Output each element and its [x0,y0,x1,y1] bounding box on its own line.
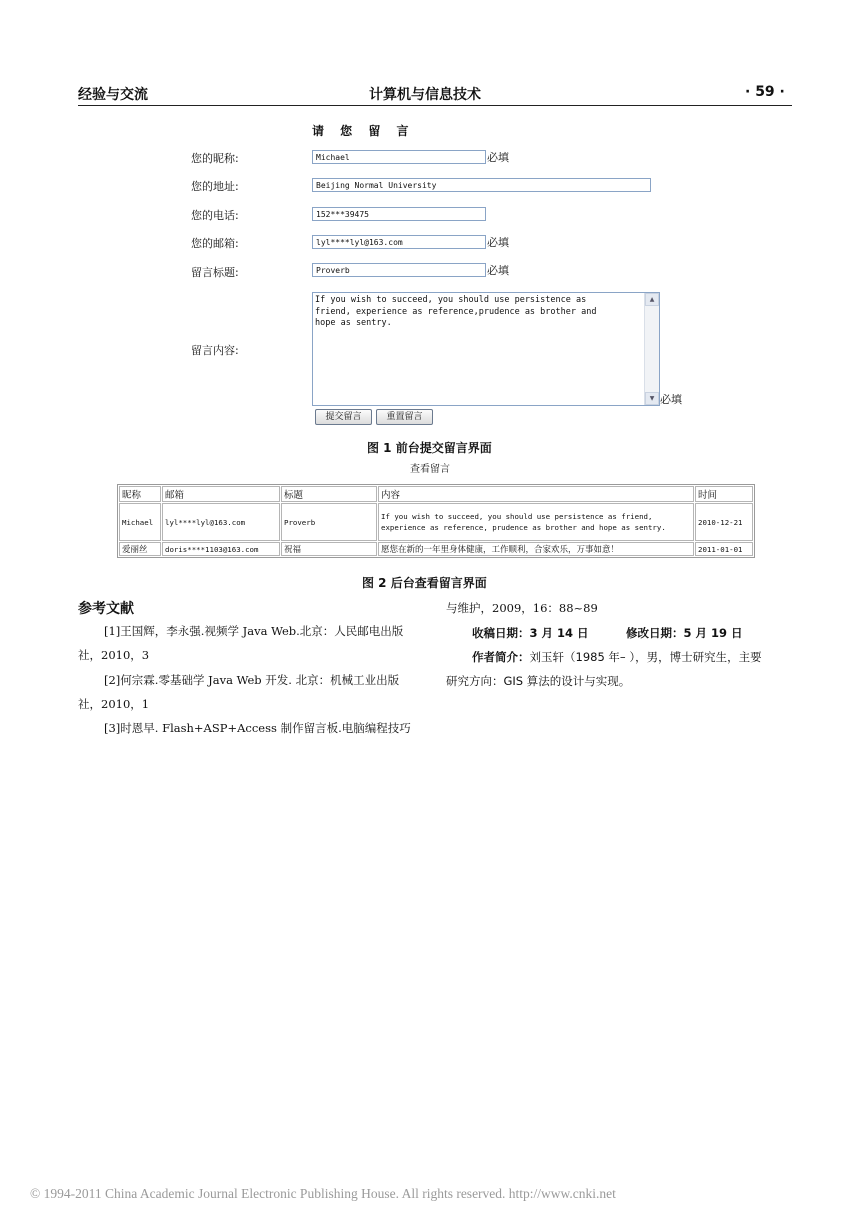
author-bio [472,649,762,665]
cell-time: 2010-12-21 [695,503,753,541]
received-date: 收稿日期：3 月 14 日 [472,626,589,640]
cell-time: 2011-01-01 [695,542,753,556]
column-email: 邮箱 [162,486,280,502]
journal-section: 经验与交流 [78,87,148,103]
address-label: 您的地址: [191,180,239,193]
reference-line: [3]时恩早. Flash+ASP+Access 制作留言板.电脑编程技巧 [104,721,411,735]
content-text: If you wish to succeed, you should use persistence as friend, experience as reference,prudence as brother and hope as sentry. [315,295,597,328]
content-required: 必填 [660,393,682,406]
nickname-input[interactable]: Michael [312,150,486,164]
phone-input[interactable]: 152***39475 [312,207,486,221]
column-time: 时间 [695,486,753,502]
nickname-required: 必填 [487,151,509,164]
email-label: 您的邮箱: [191,237,239,250]
column-nickname: 昵称 [119,486,161,502]
scroll-down-icon[interactable]: ▼ [645,392,659,405]
references-heading: 参考文献 [78,601,134,617]
subject-required: 必填 [487,264,509,277]
email-required: 必填 [487,236,509,249]
content-label: 留言内容: [191,344,239,357]
cell-email: lyl****lyl@163.com [162,503,280,541]
reference-line: 社，2010，1 [78,697,150,711]
address-input[interactable]: Beijing Normal University [312,178,651,192]
author-bio-label: 作者简介： [472,650,530,664]
content-textarea[interactable] [312,292,660,406]
cell-nickname: 爱丽丝 [119,542,161,556]
reference-line: 与维护，2009，16：88~89 [446,601,598,615]
subject-label: 留言标题: [191,266,239,279]
figure-1-caption: 图 1 前台提交留言界面 [367,441,492,455]
cell-email: doris****1103@163.com [162,542,280,556]
page-number: · 59 · [745,84,785,100]
table-row [119,503,753,541]
message-table [117,484,755,558]
reference-line: [2]何宗霖.零基础学 Java Web 开发. 北京：机械工业出版 [104,673,400,687]
submit-button[interactable]: 提交留言 [315,409,372,425]
nickname-label: 您的昵称: [191,152,239,165]
author-bio-continued: 研究方向：GIS 算法的设计与实现。 [446,674,631,688]
author-bio-text: 刘玉轩（1985 年– ），男，博士研究生，主要 [529,650,762,664]
revised-date: 修改日期：5 月 19 日 [626,626,743,640]
cell-title: Proverb [281,503,377,541]
form-title: 请 您 留 言 [312,124,415,138]
table-header-row [119,486,753,502]
reference-line: [1]王国辉，李永强.视频学 Java Web.北京：人民邮电出版 [104,624,404,638]
email-input[interactable]: lyl****lyl@163.com [312,235,486,249]
textarea-scrollbar[interactable] [644,293,659,405]
cell-content: If you wish to succeed, you should use persistence as friend, experience as reference, prudence as brother and hope as sentry. [378,503,694,541]
column-content: 内容 [378,486,694,502]
cell-content: 愿您在新的一年里身体健康，工作顺利，合家欢乐，万事如意！ [378,542,694,556]
table-title: 查看留言 [410,464,450,475]
scroll-up-icon[interactable]: ▲ [645,293,659,306]
phone-label: 您的电话: [191,209,239,222]
reference-line: 社，2010，3 [78,648,150,662]
subject-input[interactable]: Proverb [312,263,486,277]
column-title: 标题 [281,486,377,502]
copyright-footer: © 1994-2011 China Academic Journal Electronic Publishing House. All rights reserved. http://www.cnki.net [30,1186,616,1201]
figure-2-caption: 图 2 后台查看留言界面 [362,576,487,590]
header-rule [78,105,792,106]
cell-nickname: Michael [119,503,161,541]
journal-name: 计算机与信息技术 [369,87,481,103]
table-row [119,542,753,556]
cell-title: 祝福 [281,542,377,556]
reset-button[interactable]: 重置留言 [376,409,433,425]
